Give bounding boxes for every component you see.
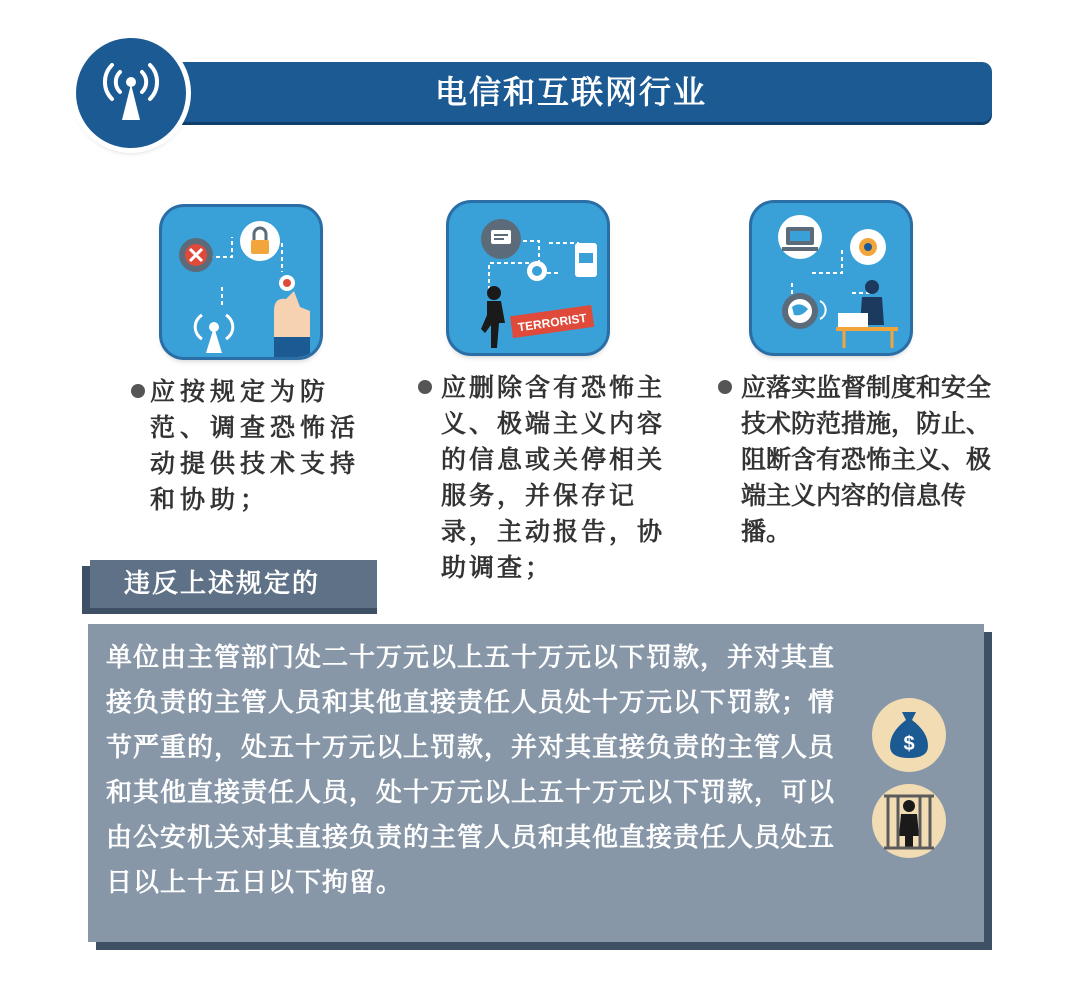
- penalty-text: 单位由主管部门处二十万元以上五十万元以下罚款，并对其直接负责的主管人员和其他直接责任人员处十万元以下罚款；情节严重的，处五十万元以上罚款，并对其直接负责的主管人员和其他直接责任人员，处十万元以上五十万元以下罚款，可以由公安机关对其直接负责的主管人员和其他直接责任人员处五日以上十五日以下拘留。: [106, 643, 836, 898]
- money-badge: [872, 698, 946, 772]
- terrorist-content-icon: [449, 203, 607, 353]
- duty-card-technical-support: [162, 207, 320, 357]
- page-title: 电信和互联网行业: [434, 73, 707, 111]
- duty-text: 应按规定为防范、调查恐怖活动提供技术支持和协助；: [150, 377, 361, 514]
- jail-icon: [872, 784, 946, 858]
- monitoring-icon: [752, 203, 910, 353]
- security-settings-icon: [162, 207, 320, 357]
- bullet-marker: [131, 384, 145, 398]
- terrorist-badge: TERRORIST: [516, 310, 588, 335]
- jail-badge: [872, 784, 946, 858]
- svg-text:$: $: [903, 733, 915, 755]
- duty-text: 应删除含有恐怖主义、极端主义内容的信息或关停相关服务，并保存记录，主动报告，协助调查；: [441, 373, 666, 582]
- bullet-marker: [418, 380, 432, 394]
- violation-label: 违反上述规定的: [90, 560, 377, 608]
- header-badge: [76, 38, 186, 148]
- duty-card-monitoring: [752, 203, 910, 353]
- duty-card-delete-content: [449, 203, 607, 353]
- wireless-tower-icon: [98, 60, 164, 126]
- bullet-marker: [718, 380, 732, 394]
- duty-text: 应落实监督制度和安全技术防范措施，防止、阻断含有恐怖主义、极端主义内容的信息传播。: [741, 373, 992, 546]
- money-bag-icon: [872, 698, 946, 772]
